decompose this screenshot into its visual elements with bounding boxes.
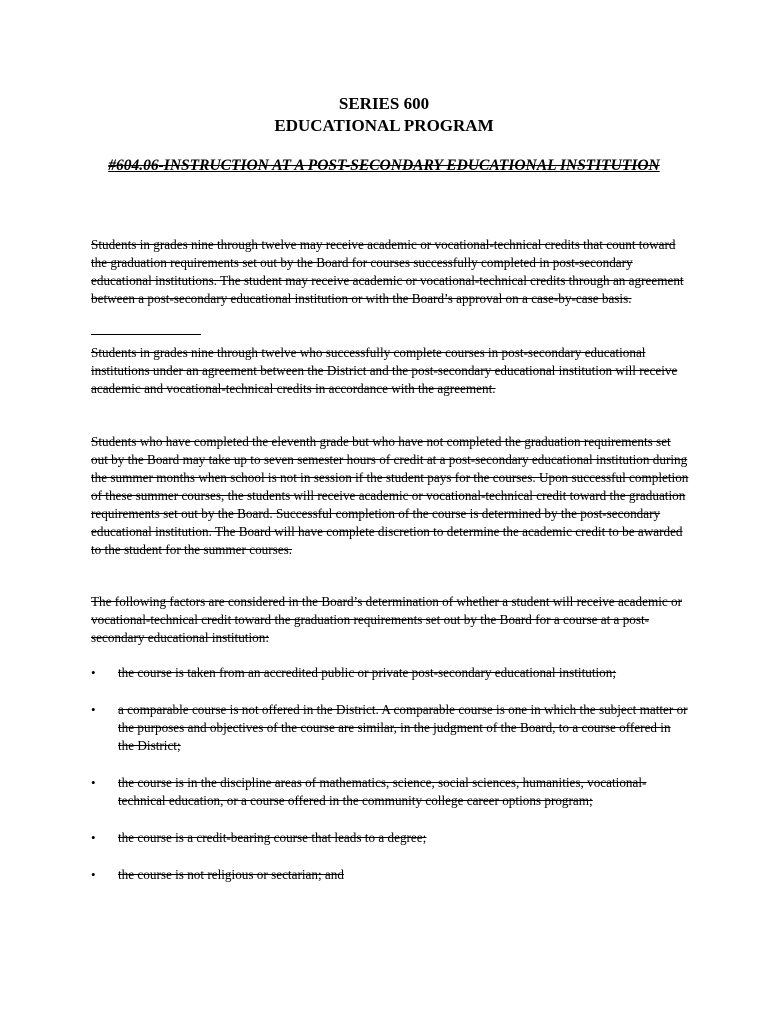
factors-list xyxy=(91,664,689,903)
paragraph-agreement-credits: Students in grades nine through twelve who successfully complete courses in post-secondary educational institutions under an agreement between the District and the post-secondary educational institution will receive academic and vocational-technical credits in accordance with the agreement. xyxy=(91,345,678,396)
paragraph-summer-courses: Students who have completed the eleventh grade but who have not completed the graduation requirements set out by the Board may take up to seven semester hours of credit at a post-secondary educational institution during the summer months when school is not in session if the student pays for the courses. Upon successful completion of these summer courses, the students will receive academic or vocational-technical credit toward the graduation requirements set out by the Board. Successful completion of the course is determined by the post-secondary educational institution. The Board will have complete discretion to determine the academic credit to be awarded to the student for the summer courses. xyxy=(91,434,689,557)
list-item xyxy=(91,774,689,810)
list-item-text: the course is a credit-bearing course that leads to a degree; xyxy=(118,830,427,845)
series-title: SERIES 600 xyxy=(338,94,430,113)
list-item-text: a comparable course is not offered in the District. A comparable course is one in which the subject matter or the purposes and objectives of the course are similar, in the judgment of the Board, to a course offered in the District; xyxy=(118,702,688,753)
list-item xyxy=(91,866,689,884)
policy-heading: #604.06-INSTRUCTION AT A POST-SECONDARY EDUCATIONAL INSTITUTION xyxy=(108,157,660,174)
list-item-text: the course is taken from an accredited public or private post-secondary educational institution; xyxy=(118,665,617,680)
list-item xyxy=(91,664,689,682)
bullet-icon: • xyxy=(91,830,96,845)
list-item-text: the course is not religious or sectarian; and xyxy=(118,867,344,882)
bullet-icon: • xyxy=(91,665,96,680)
list-item-text: the course is in the discipline areas of mathematics, science, social sciences, humanities, vocational-technical education, or a course offered in the community college career options program; xyxy=(118,775,647,808)
paragraph-factors-intro: The following factors are considered in the Board’s determination of whether a student will receive academic or vocational-technical credit toward the graduation requirements set out by the Board for a course at a post-secondary educational institution: xyxy=(91,594,683,645)
bullet-icon: • xyxy=(91,867,96,882)
list-item xyxy=(91,829,689,847)
program-title: EDUCATIONAL PROGRAM xyxy=(274,116,494,135)
paragraph-credits-overview: Students in grades nine through twelve may receive academic or vocational-technical credits that count toward the graduation requirements set out by the Board for courses successfully completed in post-secondary educational institutions. The student may receive academic or vocational-technical credits through an agreement between a post-secondary educational institution or with the Board’s approval on a case-by-case basis. xyxy=(91,237,684,306)
bullet-icon: • xyxy=(91,702,96,717)
bullet-icon: • xyxy=(91,775,96,790)
list-item xyxy=(91,701,689,755)
section-divider xyxy=(91,334,201,335)
